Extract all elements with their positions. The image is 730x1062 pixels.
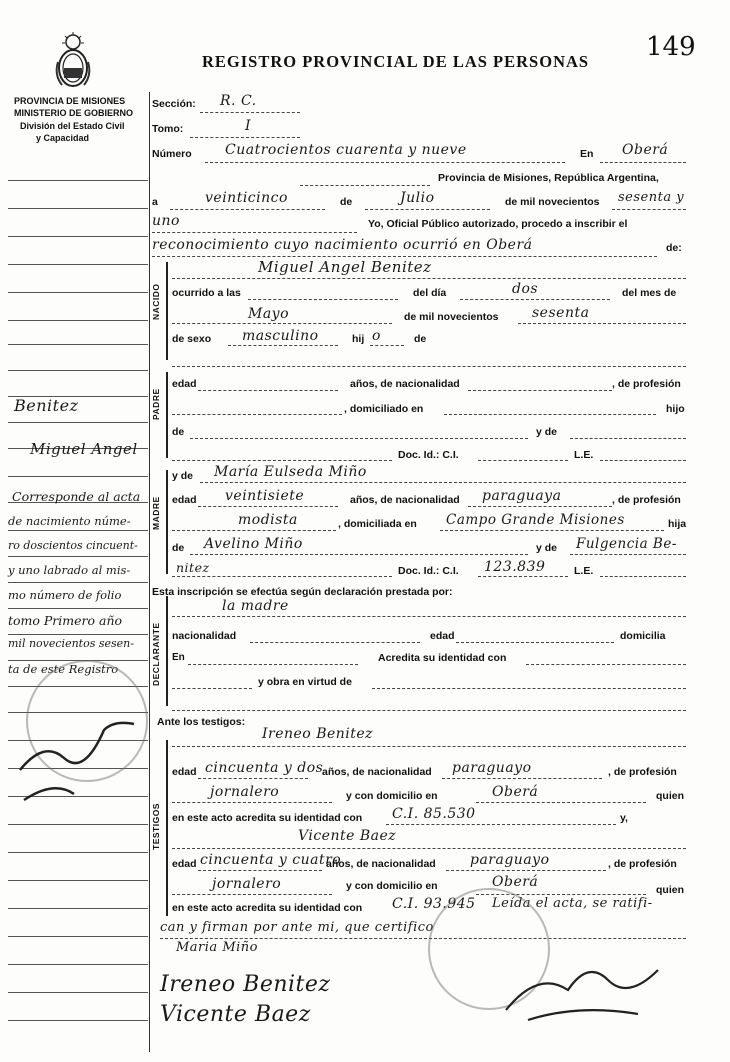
province-name: PROVINCIA DE MISIONES: [14, 96, 126, 106]
padre-domicilio-label: , domiciliado en: [344, 403, 424, 415]
testigo1-acredita-label: en este acto acredita su identidad con: [172, 812, 363, 824]
padre-section-label: PADRE: [151, 388, 161, 420]
testigo1-edad-label: edad: [172, 766, 197, 778]
margin-note-line: ta de este Registro: [8, 662, 119, 676]
madre-y-de-label: y de: [172, 470, 194, 482]
mil-novecientos-label-2: de mil novecientos: [404, 311, 499, 323]
abuela-value-b: nitez: [176, 560, 210, 575]
margin-signature: [14, 700, 144, 810]
dia-nacimiento-value: dos: [512, 281, 539, 297]
testigo2-ci-value: C.I. 93.945: [392, 896, 476, 912]
declarante-section-label: DECLARANTE: [151, 622, 161, 686]
argentina-coat-of-arms-icon: [52, 30, 94, 90]
anio-value-b: uno: [152, 213, 180, 229]
madre-hija-label: hija: [668, 518, 687, 530]
madre-doc-label: Doc. Id.: C.I.: [398, 565, 459, 577]
de-colon-label: de:: [666, 242, 682, 254]
mes-nacimiento-value: Mayo: [248, 306, 290, 322]
ocurrido-label: ocurrido a las: [172, 287, 241, 299]
cierre-line-a: Leída el acta, se ratifi-: [492, 896, 653, 911]
madre-edad-value: veintisiete: [225, 488, 305, 504]
anio-value-a: sesenta y: [618, 190, 685, 205]
testigo1-name-value: Ireneo Benitez: [262, 726, 374, 742]
testigo1-profesion-label: , de profesión: [608, 766, 677, 778]
declarante-nacionalidad-label: nacionalidad: [172, 630, 237, 642]
padre-doc-label: Doc. Id.: C.I.: [398, 449, 459, 461]
testigo2-acredita-label: en este acto acredita su identidad con: [172, 902, 363, 914]
testigo1-y-label: y,: [620, 812, 628, 824]
tomo-label: Tomo:: [152, 123, 184, 135]
ministry-name: MINISTERIO DE GOBIERNO: [14, 108, 134, 118]
testigo1-domicilio-value: Oberá: [492, 784, 539, 800]
numero-value: Cuatrocientos cuarenta y nueve: [225, 142, 467, 158]
padre-hijo-label: hijo: [666, 403, 685, 415]
margin-surname: Benitez: [14, 396, 79, 415]
margin-note-line: Corresponde al acta: [12, 489, 141, 504]
abuelo-value: Avelino Miño: [204, 536, 303, 552]
testigo1-edad-value: cincuenta y dos: [205, 760, 324, 776]
madre-profesion-value: modista: [238, 512, 298, 528]
declarante-obra-label: y obra en virtud de: [258, 676, 352, 688]
declarante-value: la madre: [222, 598, 289, 614]
del-dia-label: del día: [413, 287, 447, 299]
declarante-en-label: En: [172, 652, 185, 663]
madre-nacionalidad-value: paraguaya: [482, 488, 562, 504]
testigo1-ci-value: C.I. 85.530: [392, 806, 476, 822]
testigo2-nacionalidad-value: paraguayo: [470, 852, 550, 868]
margin-note-line: ro doscientos cincuent-: [8, 539, 138, 552]
division-name: División del Estado Civil: [20, 121, 125, 131]
madre-de-label: de: [172, 542, 185, 554]
madre-domicilio-value: Campo Grande Misiones: [446, 512, 625, 528]
padre-profesion-label: , de profesión: [612, 378, 681, 390]
nacido-section-label: NACIDO: [151, 283, 161, 320]
dia-value: veinticinco: [205, 190, 288, 206]
document-title: REGISTRO PROVINCIAL DE LAS PERSONAS: [202, 52, 590, 71]
mil-novecientos-label: de mil novecientos: [505, 196, 600, 208]
margin-divider: [149, 92, 150, 1052]
nacido-name-value: Miguel Angel Benitez: [258, 258, 432, 276]
inscripcion-text: Esta inscripción se efectúa según declaración prestada por:: [152, 586, 453, 598]
numero-label: Número: [152, 148, 192, 160]
madre-nacionalidad-label: años, de nacionalidad: [350, 494, 460, 506]
madre-ci-value: 123.839: [484, 559, 546, 575]
signature-testigo1: Ireneo Benitez: [160, 972, 331, 997]
madre-section-label: MADRE: [151, 496, 161, 530]
testigos-text: Ante los testigos:: [157, 716, 246, 728]
seccion-value: R. C.: [220, 93, 257, 109]
official-signature: [498, 950, 678, 1030]
lugar-value: Oberá: [622, 142, 669, 158]
page-number: 149: [646, 32, 696, 62]
declarante-domicilio-label: domicilia: [620, 630, 666, 642]
acto-value: reconocimiento cuyo nacimiento ocurrió en Oberá: [152, 237, 533, 253]
testigo1-nacionalidad-label: años, de nacionalidad: [322, 766, 432, 778]
margin-note-line: tomo Primero año: [8, 613, 123, 628]
madre-name-value: María Eulseda Miño: [214, 464, 367, 480]
madre-y-de-label-2: y de: [536, 542, 558, 554]
sexo-value: masculino: [242, 328, 319, 344]
madre-profesion-label: , de profesión: [612, 494, 681, 506]
de-label-2: de: [414, 333, 427, 345]
testigo1-quien-label: quien: [656, 790, 684, 802]
declarante-acredita-label: Acredita su identidad con: [378, 652, 507, 664]
padre-edad-label: edad: [172, 378, 197, 390]
margin-note-line: mil novecientos sesen-: [8, 637, 134, 650]
testigo2-domicilio-value: Oberá: [492, 874, 539, 890]
testigo2-domicilio-label: y con domicilio en: [346, 880, 438, 892]
margin-given-name: Miguel Angel: [30, 440, 138, 458]
testigo2-profesion-value: jornalero: [212, 876, 282, 892]
a-label: a: [152, 196, 158, 208]
testigo2-nacionalidad-label: años, de nacionalidad: [326, 858, 436, 870]
hij-label: hij: [352, 333, 365, 345]
testigo1-profesion-value: jornalero: [210, 784, 280, 800]
padre-de-label: de: [172, 426, 185, 438]
testigo1-domicilio-label: y con domicilio en: [346, 790, 438, 802]
cierre-line-b: can y firman por ante mi, que certifico: [160, 920, 434, 935]
margin-note-line: mo número de folio: [8, 588, 122, 602]
testigo2-edad-label: edad: [172, 858, 197, 870]
oficial-text: Yo, Oficial Público autorizado, procedo a inscribir el: [368, 218, 628, 230]
padre-le-label: L.E.: [574, 449, 594, 461]
testigo2-edad-value: cincuenta y cuatro: [200, 852, 342, 868]
testigo2-name-value: Vicente Baez: [298, 828, 397, 844]
madre-le-label: L.E.: [574, 565, 594, 577]
signature-testigo2: Vicente Baez: [160, 1002, 311, 1027]
testigos-section-label: TESTIGOS: [151, 803, 161, 850]
en-label: En: [580, 148, 594, 160]
madre-edad-label: edad: [172, 494, 197, 506]
tomo-value: I: [245, 118, 252, 134]
anio-nacimiento-value: sesenta: [532, 305, 590, 321]
seccion-label: Sección:: [152, 98, 196, 110]
sexo-label: de sexo: [172, 333, 212, 345]
testigo2-quien-label: quien: [656, 884, 684, 896]
provincia-text: Provincia de Misiones, República Argentina,: [438, 172, 659, 184]
mes-value: Julio: [400, 190, 435, 206]
capacity-name: y Capacidad: [36, 133, 90, 143]
de-label: de: [340, 196, 353, 208]
testigo2-profesion-label: , de profesión: [608, 858, 677, 870]
hij-suffix-value: o: [372, 328, 381, 344]
margin-note-line: de nacimiento núme-: [8, 514, 131, 528]
testigo1-nacionalidad-value: paraguayo: [452, 760, 532, 776]
signature-madre: Maria Miño: [176, 940, 258, 955]
margin-note-line: y uno labrado al mis-: [8, 563, 131, 577]
mes-de-label: del mes de: [622, 287, 677, 299]
abuela-value-a: Fulgencia Be-: [576, 536, 677, 552]
declarante-edad-label: edad: [430, 630, 455, 642]
madre-domicilio-label: , domiciliada en: [338, 518, 417, 530]
padre-nacionalidad-label: años, de nacionalidad: [350, 378, 460, 390]
padre-y-de-label: y de: [536, 426, 558, 438]
